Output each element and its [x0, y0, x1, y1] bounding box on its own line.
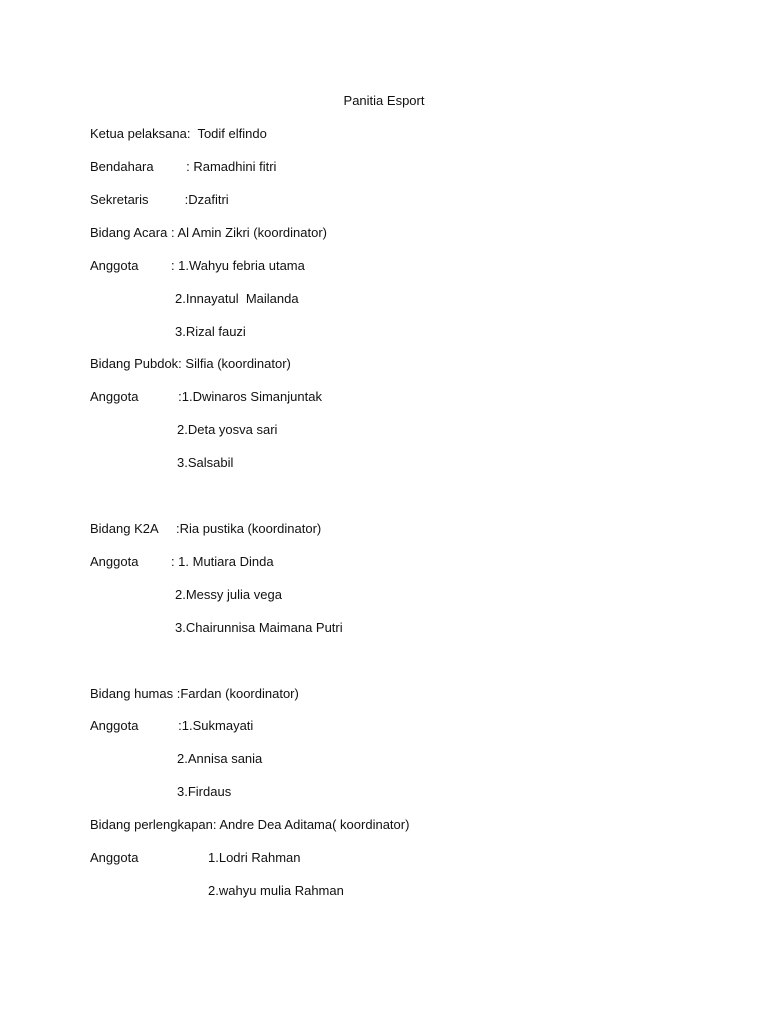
perlengkapan-anggota-label: Anggota — [90, 850, 139, 865]
pubdok-anggota-line: Anggota :1.Dwinaros Simanjuntak — [90, 389, 322, 404]
k2a-member-3: 3.Chairunnisa Maimana Putri — [175, 620, 343, 635]
bidang-pubdok-line: Bidang Pubdok: Silfia (koordinator) — [90, 356, 291, 371]
bidang-humas-line: Bidang humas :Fardan (koordinator) — [90, 686, 299, 701]
humas-anggota-line: Anggota :1.Sukmayati — [90, 718, 254, 733]
sekretaris-line: Sekretaris :Dzafitri — [90, 192, 229, 207]
bidang-k2a-line: Bidang K2A :Ria pustika (koordinator) — [90, 521, 322, 536]
acara-member-2: 2.Innayatul Mailanda — [175, 291, 299, 306]
humas-member-2: 2.Annisa sania — [177, 751, 263, 766]
acara-anggota-line: Anggota : 1.Wahyu febria utama — [90, 258, 305, 273]
perlengkapan-member-1: 1.Lodri Rahman — [208, 850, 301, 865]
pubdok-member-2: 2.Deta yosva sari — [177, 422, 278, 437]
bidang-acara-line: Bidang Acara : Al Amin Zikri (koordinator) — [90, 225, 327, 240]
bendahara-line: Bendahara : Ramadhini fitri — [90, 159, 277, 174]
pubdok-member-3: 3.Salsabil — [177, 455, 234, 470]
page-title: Panitia Esport — [343, 93, 425, 108]
ketua-pelaksana-line: Ketua pelaksana: Todif elfindo — [90, 126, 267, 141]
humas-member-3: 3.Firdaus — [177, 784, 232, 799]
k2a-member-2: 2.Messy julia vega — [175, 587, 282, 602]
acara-member-3: 3.Rizal fauzi — [175, 324, 246, 339]
k2a-anggota-line: Anggota : 1. Mutiara Dinda — [90, 554, 274, 569]
bidang-perlengkapan-line: Bidang perlengkapan: Andre Dea Aditama( koordinator) — [90, 817, 410, 832]
perlengkapan-member-2: 2.wahyu mulia Rahman — [208, 883, 344, 898]
